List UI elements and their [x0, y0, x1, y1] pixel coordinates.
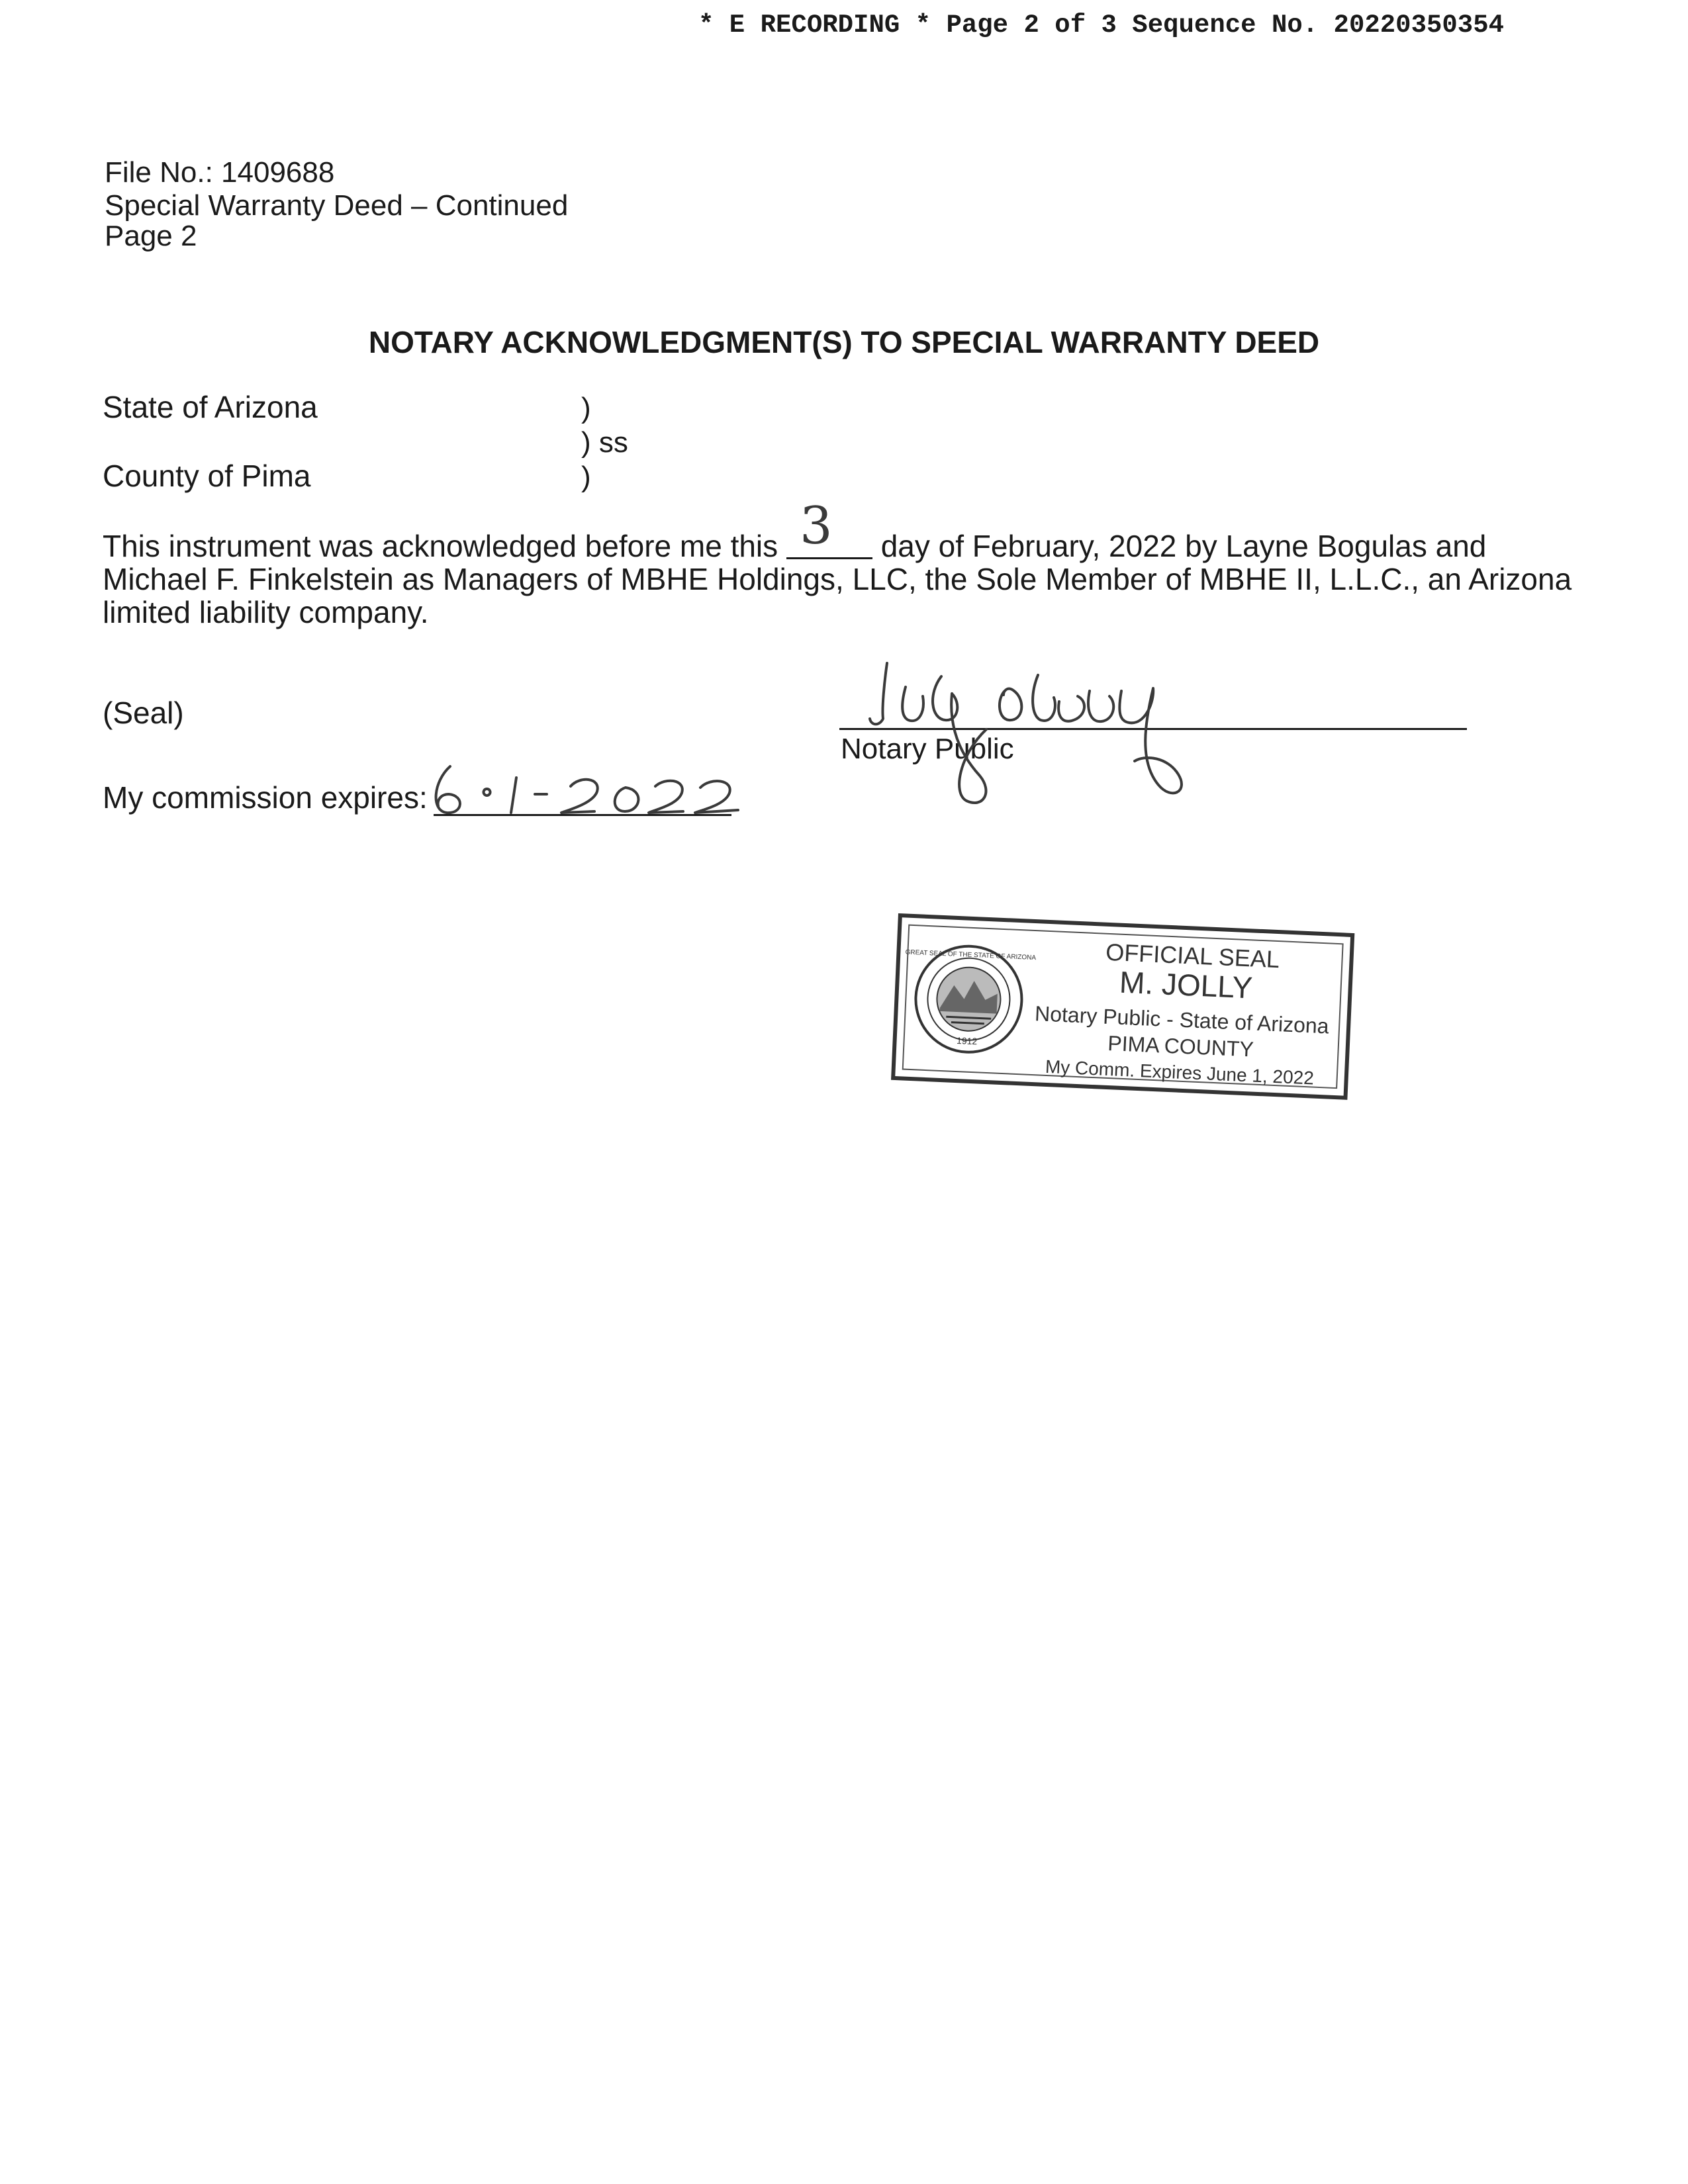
- venue-county: County of Pima: [103, 459, 311, 493]
- venue-paren-bottom: ): [581, 461, 591, 493]
- stamp-line-expiry: My Comm. Expires June 1, 2022: [1045, 1056, 1315, 1089]
- day-blank: [786, 496, 872, 559]
- stamp-line-title: Notary Public - State of Arizona: [1034, 1001, 1330, 1038]
- arizona-seal-emblem: [901, 944, 1037, 1055]
- venue-paren-top: ): [581, 392, 591, 424]
- acknowledgment-prefix: This instrument was acknowledged before me this: [103, 529, 778, 563]
- notary-signature: [867, 655, 1304, 814]
- document-heading: NOTARY ACKNOWLEDGMENT(S) TO SPECIAL WARRANTY DEED: [368, 325, 1320, 359]
- deed-title: Special Warranty Deed – Continued: [105, 189, 569, 222]
- venue-ss: ) ss: [581, 426, 628, 459]
- stamp-line-county: PIMA COUNTY: [1107, 1030, 1254, 1062]
- recording-header: * E RECORDING * Page 2 of 3 Sequence No. 20220350354: [698, 11, 1504, 40]
- handwritten-commission-date: [424, 748, 748, 827]
- acknowledgment-suffix: day of February, 2022 by Layne Bogulas and Michael F. Finkelstein as Managers of MBHE Holdings, LLC, the Sole Member of MBHE II, L.L.C., an Arizona limited liability company.: [103, 529, 1572, 629]
- file-number: File No.: 1409688: [105, 156, 335, 189]
- emblem-year: 1912: [956, 1035, 978, 1047]
- emblem-ring-text: GREAT SEAL OF THE STATE OF ARIZONA: [905, 948, 1037, 962]
- handwritten-day: 3: [799, 496, 833, 556]
- page-label: Page 2: [105, 220, 197, 252]
- seal-label: (Seal): [103, 696, 184, 730]
- official-seal-stamp: [886, 907, 1362, 1112]
- stamp-line-official-seal: OFFICIAL SEAL: [1105, 938, 1280, 974]
- notary-public-label: Notary Public: [841, 733, 1014, 765]
- venue-state: State of Arizona: [103, 390, 318, 424]
- acknowledgment-paragraph: [103, 496, 1599, 629]
- stamp-line-name: M. JOLLY: [1119, 964, 1254, 1005]
- commission-label: My commission expires:: [103, 780, 428, 815]
